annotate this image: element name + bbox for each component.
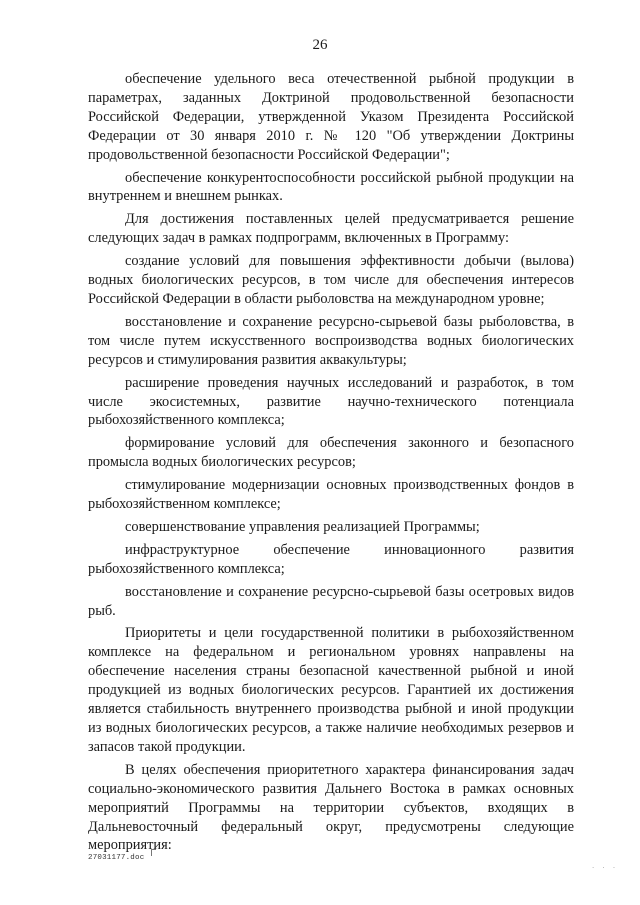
scan-specks: · · · [592, 864, 619, 872]
paragraph-task-resource-base: восстановление и сохранение ресурсно-сырьевой базы рыболовства, в том числе путем искусственного воспроизводства водных биологических ресурсов и стимулирования развития аквакультуры; [88, 313, 574, 368]
document-file-code: 27031177.doc [88, 854, 145, 862]
paragraph-task-research: расширение проведения научных исследований и разработок, в том числе экосистемных, развитие научно-технического потенциала рыбохозяйственного комплекса; [88, 374, 574, 429]
paragraph-task-sturgeon: восстановление и сохранение ресурсно-сырьевой базы осетровых видов рыб. [88, 583, 574, 619]
scan-corner-mark [151, 849, 156, 856]
paragraph-far-east-funding: В целях обеспечения приоритетного характера финансирования задач социально-экономического развития Дальнего Востока в рамках основных мероприятий Программы на территории субъектов, входящих в Дальневосточный федеральный округ, предусмотрены следующие мероприятия: [88, 761, 574, 854]
paragraph-task-legal-fishing: формирование условий для обеспечения законного и безопасного промысла водных биологических ресурсов; [88, 435, 574, 471]
paragraph-food-security-share: обеспечение удельного веса отечественной рыбной продукции в параметрах, заданных Доктриной продовольственной безопасности Российской Федерации, утвержденной Указом Президента Российской Федерации от 30 января 2010 г. № 120 "Об утверждении Доктрины продовольственной безопасности Российской Федерации"; [88, 71, 574, 163]
paragraph-task-modernization: стимулирование модернизации основных производственных фондов в рыбохозяйственном комплексе; [88, 477, 574, 513]
page-number: 26 [312, 37, 328, 53]
paragraph-task-catch-efficiency: создание условий для повышения эффективности добычи (вылова) водных биологических ресурсов, в том числе для обеспечения интересов Российской Федерации в области рыболовства на международном уровне; [88, 253, 574, 307]
paragraph-competitiveness: обеспечение конкурентоспособности российской рыбной продукции на внутреннем и внешнем рынках. [88, 169, 574, 205]
paragraph-task-infrastructure: инфраструктурное обеспечение инновационного развития рыбохозяйственного комплекса; [88, 541, 574, 577]
paragraph-policy-priorities: Приоритеты и цели государственной политики в рыбохозяйственном комплексе на федеральном и региональном уровнях направлены на обеспечение населения страны безопасной качественной рыбной и иной продукцией из водных биологических ресурсов. Гарантией их достижения является стабильность внутреннего производства рыбной и иной продукции из водных биологических ресурсов, а также наличие необходимых резервов и запасов такой продукции. [88, 625, 574, 755]
paragraph-task-management: совершенствование управления реализацией Программы; [125, 518, 480, 535]
document-body [88, 70, 574, 855]
paragraph-tasks-intro: Для достижения поставленных целей предусматривается решение следующих задач в рамках подпрограмм, включенных в Программу: [88, 211, 574, 247]
